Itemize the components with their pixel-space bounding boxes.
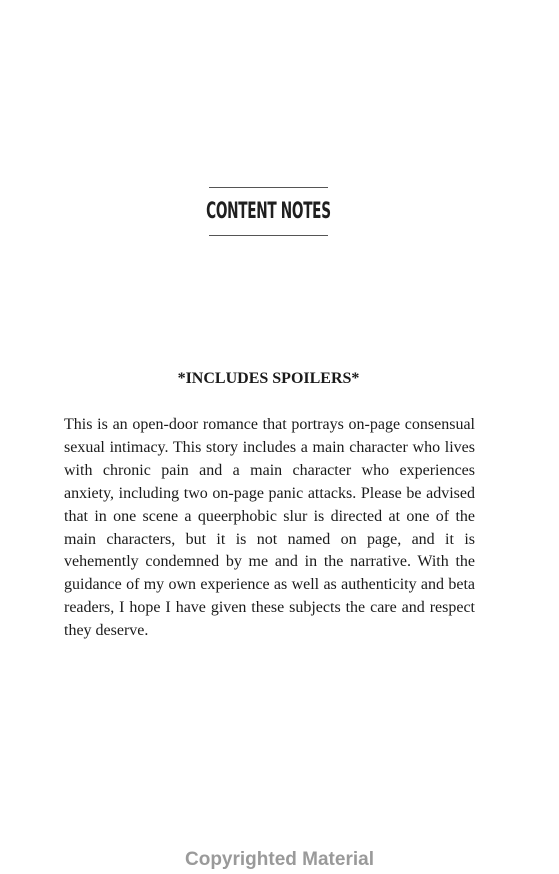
- chapter-heading: [206, 187, 331, 236]
- page-title: CONTENT NOTES: [206, 199, 331, 224]
- copyright-watermark: Copyrighted Material: [185, 849, 374, 870]
- spoiler-warning: *INCLUDES SPOILERS*: [177, 370, 360, 387]
- content-notes-paragraph: This is an open-door romance that portrays on-page consensual sexual intimacy. This story includes a main character who lives with chronic pain and a main character who experiences anxiety, including two on-page panic attacks. Please be advised that in one scene a queerphobic slur is directed at one of the main characters, but it is not named on page, and it is vehemently condemned by me and in the narrative. With the guidance of my own experience as well as authenticity and beta readers, I hope I have given these subjects the care and respect they deserve.: [64, 416, 475, 640]
